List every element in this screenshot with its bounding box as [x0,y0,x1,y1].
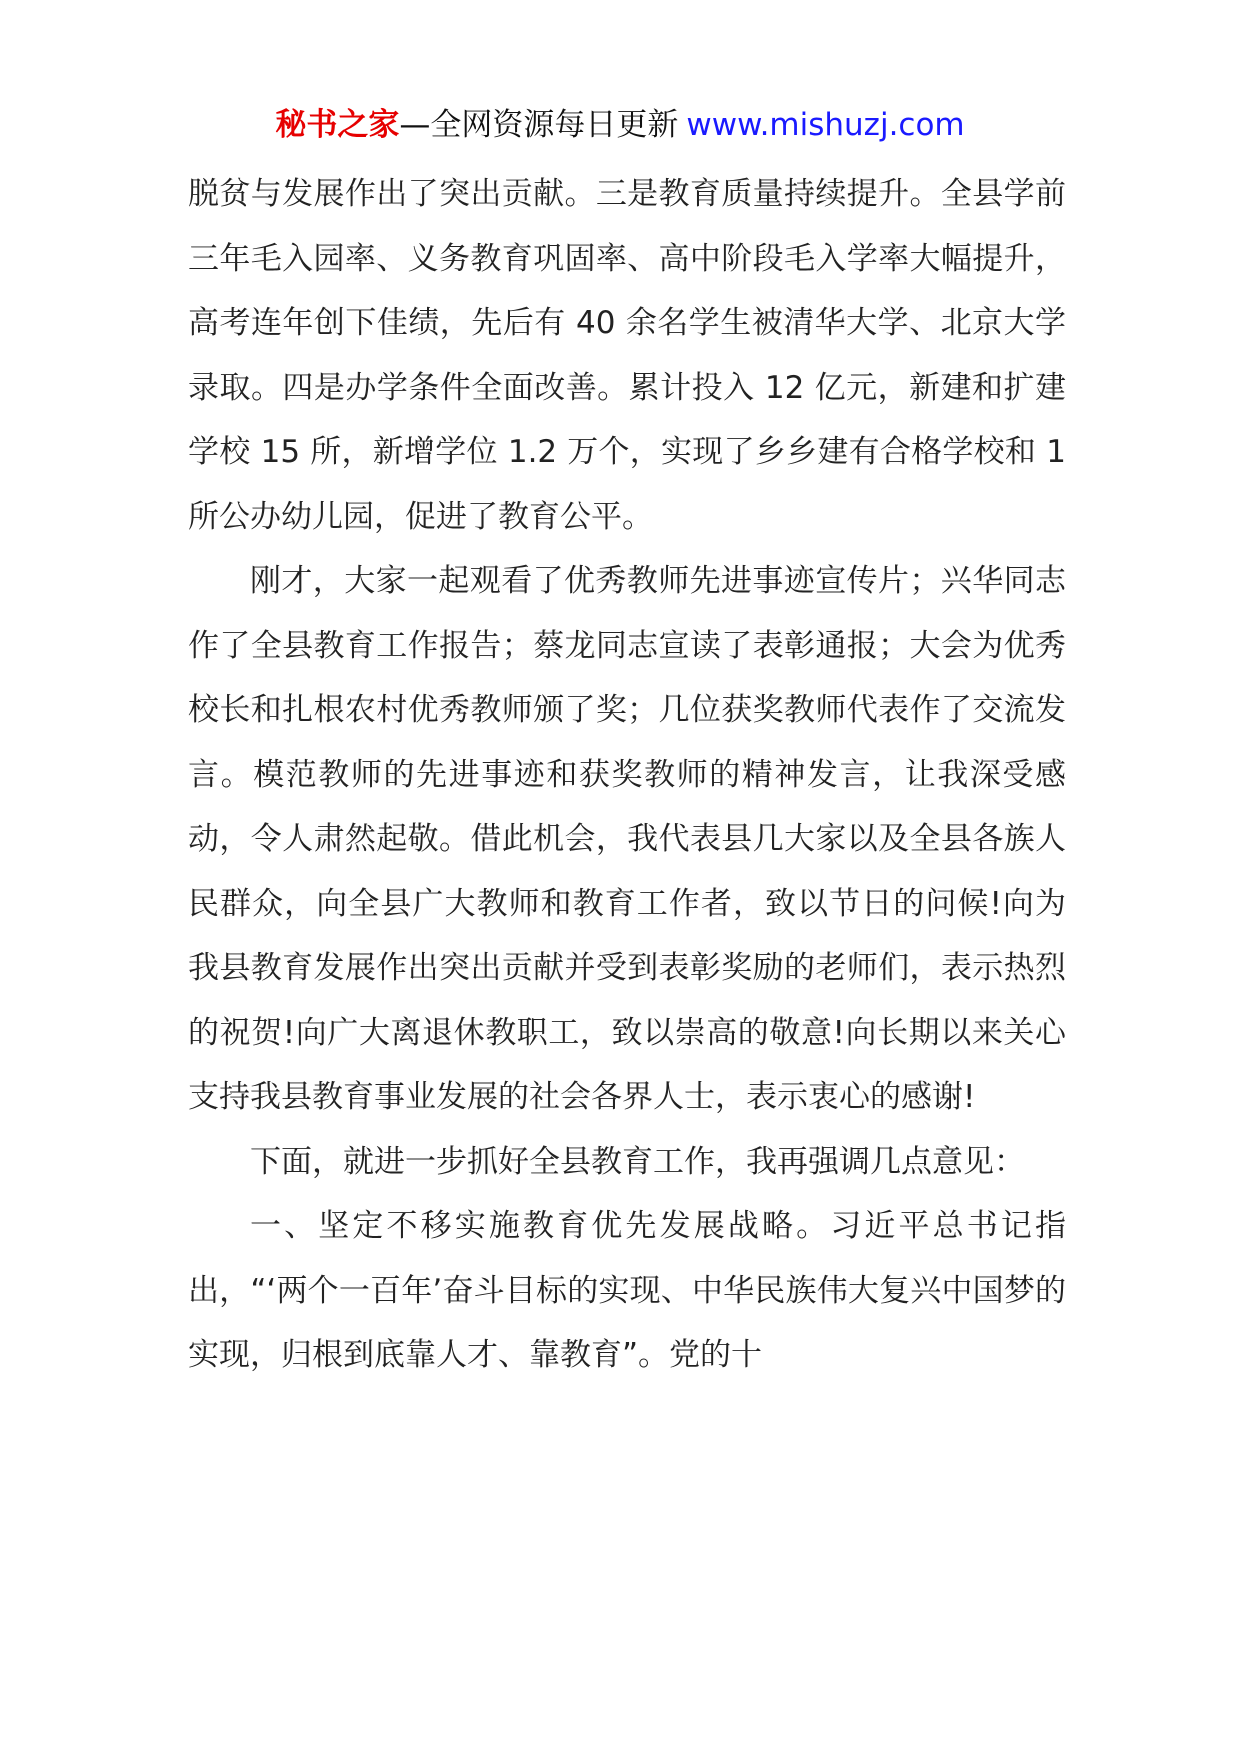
paragraph: 下面，就进一步抓好全县教育工作，我再强调几点意见： [250,1143,1025,1180]
document-body [188,162,1066,1388]
paragraph-continued: 脱贫与发展作出了突出贡献。三是教育质量持续提升。全县学前三年毛入园率、义务教育巩固率、高中阶段毛入学率大幅提升，高考连年创下佳绩，先后有 40 余名学生被清华大学、北京大学录取。四是办学条件全面改善。累计投入 12 亿元，新建和扩建学校 15 所，新增学位 1.2 万个，实现了乡乡建有合格学校和 1 所公办幼儿园，促进了教育公平。 [188,176,1066,535]
page-header [0,103,1240,147]
paragraph-section-one: 一、坚定不移实施教育优先发展战略。习近平总书记指出，“‘两个一百年’奋斗目标的实现、中华民族伟大复兴中国梦的实现，归根到底靠人才、靠教育”。党的十 [188,1208,1066,1373]
header-brand: 秘书之家 [275,107,400,143]
header-url-link[interactable]: www.mishuzj.com [686,107,965,143]
header-slogan: —全网资源每日更新 [399,107,679,143]
paragraph: 刚才，大家一起观看了优秀教师先进事迹宣传片；兴华同志作了全县教育工作报告；蔡龙同志宣读了表彰通报；大会为优秀校长和扎根农村优秀教师颁了奖；几位获奖教师代表作了交流发言。模范教师的先进事迹和获奖教师的精神发言，让我深受感动，令人肃然起敬。借此机会，我代表县几大家以及全县各族人民群众，向全县广大教师和教育工作者，致以节日的问候!向为我县教育发展作出突出贡献并受到表彰奖励的老师们，表示热烈的祝贺!向广大离退休教职工，致以崇高的敬意!向长期以来关心支持我县教育事业发展的社会各界人士，表示衷心的感谢! [188,563,1066,1115]
